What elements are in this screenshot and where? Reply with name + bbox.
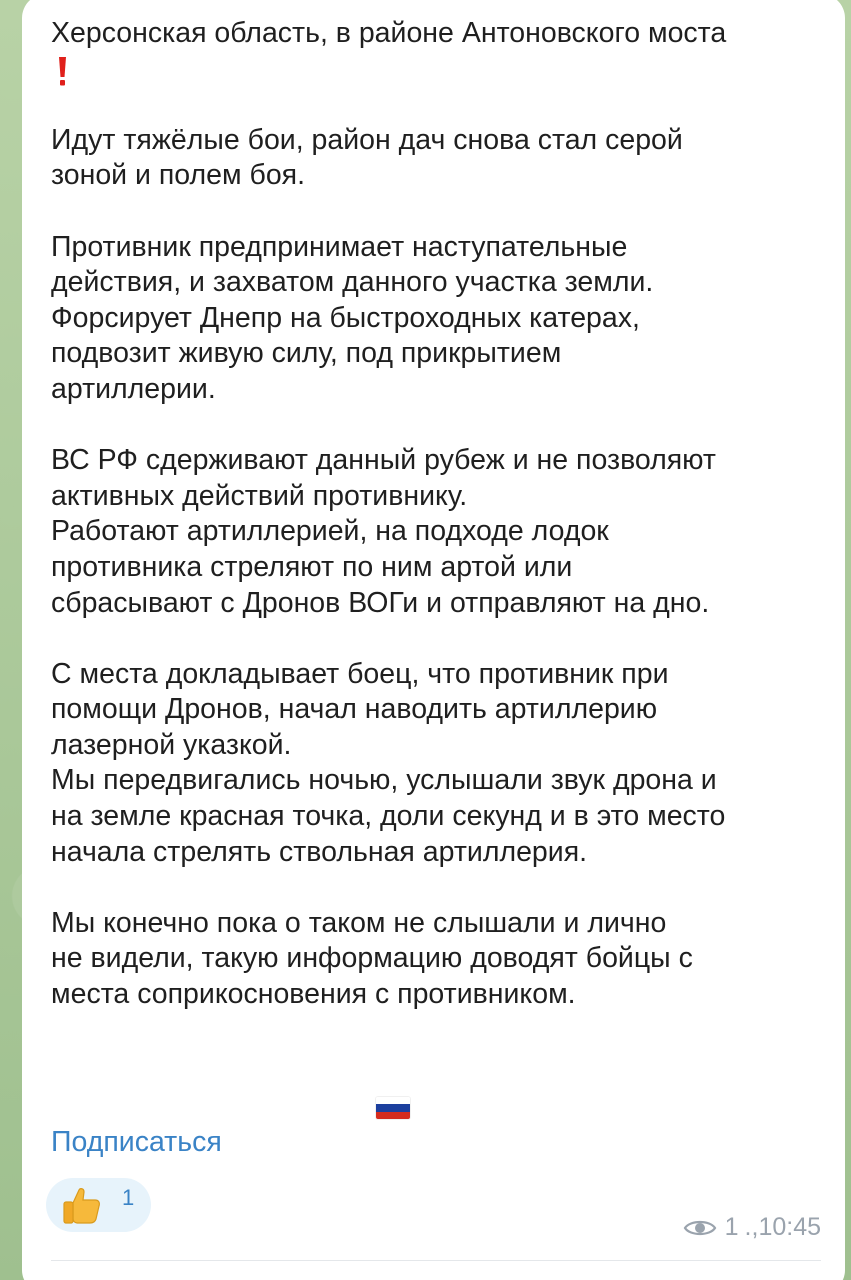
reaction-count: 1 — [122, 1185, 135, 1210]
thumbs-up-icon — [60, 1183, 104, 1227]
divider — [51, 1260, 821, 1261]
russian-flag-icon — [376, 1097, 410, 1119]
subscribe-link[interactable]: Подписаться — [51, 1126, 222, 1158]
eye-icon — [683, 1217, 717, 1239]
red-exclamation-icon — [58, 57, 67, 87]
message-meta — [683, 1213, 821, 1242]
time-label: 10:45 — [758, 1213, 821, 1241]
message-text: Херсонская область, в районе Антоновского моста Идут тяжёлые бои, район дач снова стал серой зоной и полем боя. Противник предпринимает наступательные действия, и захватом данного участка земли. Форсирует Днепр на быстроходных катерах, подвозит живую силу, под прикрытием артиллерии. ВС РФ сдерживают данный рубеж и не позволяют активных действий противнику. Работают артиллерией, на подходе лодок противника стреляют по ним артой или сбрасывают с Дронов ВОГи и отправляют на дно. С места докладывает боец, что противник при помощи Дронов, начал наводить артиллерию лазерной указкой. Мы передвигались ночью, услышали звук дрона и на земле красная точка, доли секунд и в это место начала стрелять ствольная артиллерия. Мы конечно пока о таком не слышали и лично не видели, такую информацию доводят бойцы с места соприкосновения с противником. — [51, 17, 727, 1011]
separator: ., — [744, 1213, 759, 1241]
reaction-thumbs-up[interactable] — [46, 1178, 151, 1232]
views-count: 1 — [724, 1213, 739, 1241]
